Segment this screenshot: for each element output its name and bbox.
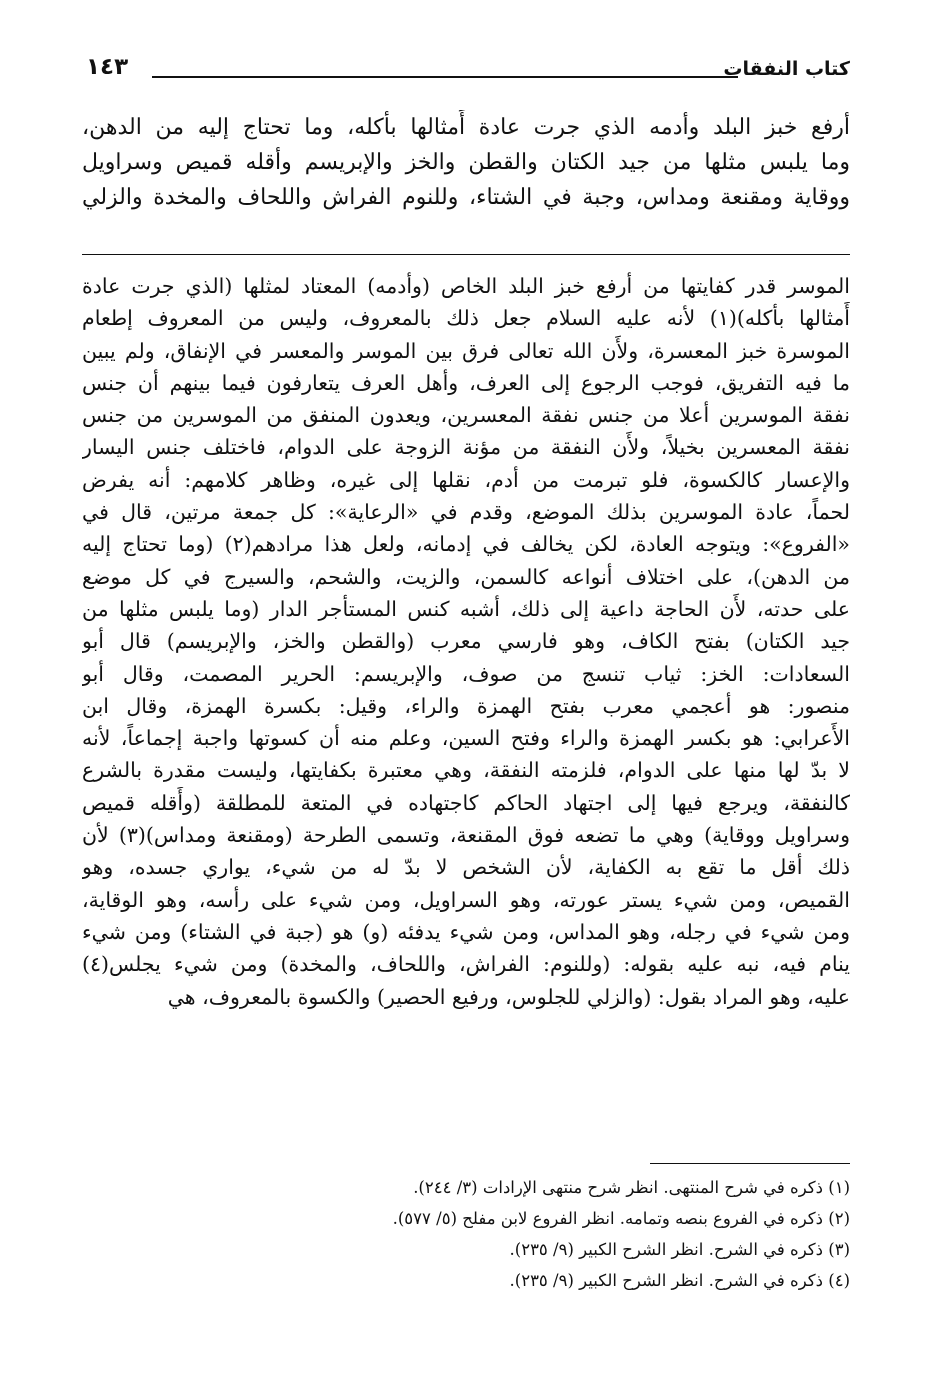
- sharh-line: ينام فيه، نبه عليه بقوله: (وللنوم: الفراش، واللحاف، والمخدة) ومن شيء يجلس(٤): [82, 952, 850, 977]
- sharh-line: أَمثالها بأكله)(١) لأنه عليه السلام جعل ذلك بالمعروف، وليس من المعروف إطعام: [82, 306, 850, 331]
- sharh-line: جيد الكتان) بفتح الكاف، وهو فارسي معرب (والقطن والخز، والإبريسم) قال أبو: [82, 629, 850, 654]
- footnote-1: (١) ذكره في شرح المنتهى. انظر شرح منتهى الإرادات (٣/ ٢٤٤).: [413, 1178, 850, 1197]
- sharh-line: ما فيه التفريق، فوجب الرجوع إلى العرف، وأهل العرف يتعارفون فيما بينهم أن جنس: [82, 370, 850, 395]
- footnote-rule: [650, 1163, 850, 1164]
- sharh-line: كالنفقة، ويرجع فيها إلى اجتهاد الحاكم كاجتهاده في المتعة للمطلقة (وأَقله قميص: [82, 790, 850, 815]
- sharh-line: على حدته، لأَن الحاجة داعية إلى ذلك، أشبه كنس المستأجر الدار (وما يلبس مثلها من: [82, 596, 850, 621]
- sharh-line: نفقة الموسرين أعلا من جنس نفقة المعسرين، ويعدون المنفق من الموسرين من جنس: [82, 403, 850, 428]
- sharh-line: لحماً، عادة الموسرين بذلك الموضع، وقدم في «الرعاية»: كل جمعة مرتين، قال في: [82, 500, 850, 525]
- sharh-line: القميص، ومن شيء يستر عورته، وهو السراويل، ومن شيء على رأسه، وهو الوقاية،: [82, 887, 850, 912]
- matn-divider: [82, 254, 850, 255]
- matn-line: أرفع خبز البلد وأدمه الذي جرت عادة أَمثالها بأكله، وما تحتاج إليه من الدهن،: [82, 115, 850, 140]
- footnote-3: (٣) ذكره في الشرح. انظر الشرح الكبير (٩/ ٢٣٥).: [509, 1240, 850, 1259]
- sharh-line: الأَعرابي: هو بكسر الهمزة والراء وفتح السين، وعلم منه أن كسوتها واجبة إجماعاً، لأنه: [82, 726, 850, 751]
- sharh-line: منصور: هو أعجمي معرب بفتح الهمزة والراء، وقيل: بكسرة الهمزة، وقال ابن: [82, 693, 850, 718]
- sharh-line: والإعسار كالكسوة، فلو تبرمت من أدم، نقلها إلى غيره، وظاهر كلامهم: أنه يفرض: [82, 467, 850, 492]
- sharh-line: ذلك أقل ما تقع به الكفاية، لأن الشخص لا بدّ له من شيء، يواري جسده، وهو: [82, 855, 850, 880]
- sharh-line: نفقة المعسرين بخيلاً، ولأَن النفقة من مؤنة الزوجة على الدوام، فاختلف جنس اليسار: [82, 435, 850, 460]
- matn-line: ووقاية ومقنعة ومداس، وجبة في الشتاء، وللنوم الفراش واللحاف والمخدة والزلي: [82, 185, 850, 210]
- sharh-line: السعادات: الخز: ثياب تنسج من صوف، والإبريسم: الحرير المصمت، وقال أبو: [82, 661, 850, 686]
- footnotes: [82, 1172, 850, 1296]
- footnote-2: (٢) ذكره في الفروع بنصه وتمامه. انظر الفروع لابن مفلح (٥/ ٥٧٧).: [392, 1209, 850, 1228]
- sharh-line: الموسرة خبز المعسرة، ولأَن الله تعالى فرق بين الموسر والمعسر في الإنفاق، ولم يبين: [82, 338, 850, 363]
- sharh-line: «الفروع»: ويتوجه العادة، لكن يخالف في إدمانه، ولعل هذا مرادهم(٢) (وما تحتاج إليه: [82, 532, 850, 557]
- page-number: ١٤٣: [86, 54, 129, 80]
- footnote-4: (٤) ذكره في الشرح. انظر الشرح الكبير (٩/ ٢٣٥).: [509, 1271, 850, 1290]
- sharh-text: [82, 270, 850, 1013]
- header-rule: [152, 76, 738, 78]
- sharh-line: لا بدّ لها منها على الدوام، فلزمته النفقة، وهي معتبرة بكفايتها، وليست مقدرة بالشرع: [82, 758, 850, 783]
- sharh-line: ومن شيء في رجله، وهو المداس، ومن شيء يدفئه (و) هو (جبة في الشتاء) ومن شيء: [82, 919, 850, 944]
- matn-text: [82, 110, 850, 215]
- sharh-line: وسراويل ووقاية) وهي ما تضعه فوق المقنعة، وتسمى الطرحة (ومقنعة ومداس)(٣) لأن: [82, 823, 850, 848]
- matn-line: وما يلبس مثلها من جيد الكتان والقطن والخز والإبريسم وأقله قميص وسراويل: [82, 150, 850, 175]
- page-header: [82, 52, 850, 92]
- sharh-line: عليه، وهو المراد بقول: (والزلي للجلوس، ورفيع الحصير) والكسوة بالمعروف، هي: [167, 984, 850, 1009]
- sharh-line: الموسر قدر كفايتها من أرفع خبز البلد الخاص (وأدمه) المعتاد لمثلها (الذي جرت عادة: [82, 274, 850, 298]
- sharh-line: من الدهن)، على اختلاف أنواعه كالسمن، والزيت، والشحم، والسيرج في كل موضع: [82, 564, 850, 589]
- chapter-title: كتاب النفقات: [723, 58, 850, 80]
